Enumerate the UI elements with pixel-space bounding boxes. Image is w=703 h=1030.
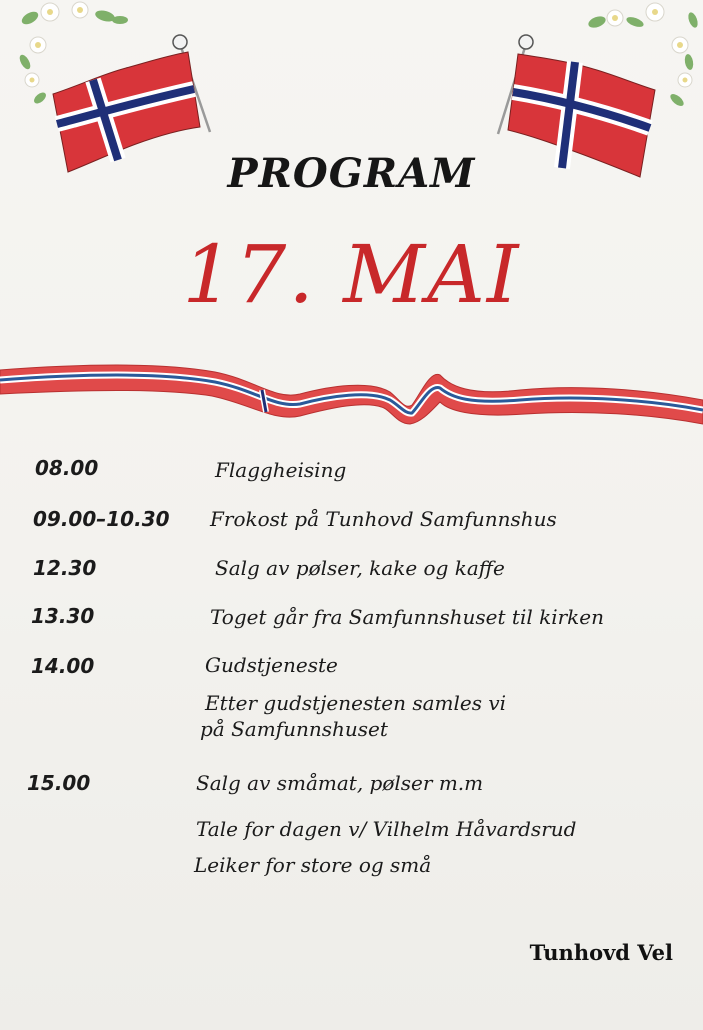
schedule-time: 12.30 [33,556,97,580]
schedule-event: Tale for dagen v/ Vilhelm Håvardsrud [196,817,577,841]
schedule-time: 13.30 [31,604,95,628]
program-title: PROGRAM [227,150,476,197]
schedule-event-note: på Samfunnshuset [200,717,388,741]
schedule-event: Gudstjeneste [205,653,338,677]
schedule-time: 08.00 [35,456,99,480]
schedule-event: Salg av småmat, pølser m.m [196,771,484,795]
organizer-signature: Tunhovd Vel [529,940,673,965]
schedule-time: 15.00 [27,771,91,795]
schedule-event: Frokost på Tunhovd Samfunnshus [210,507,557,531]
schedule-time: 14.00 [31,654,95,678]
schedule-time: 09.00–10.30 [33,507,170,531]
schedule-event: Leiker for store og små [194,853,432,877]
schedule-event: Toget går fra Samfunnshuset til kirken [210,605,605,629]
norwegian-ribbon-icon [0,350,703,440]
schedule-event: Salg av pølser, kake og kaffe [215,556,505,580]
schedule-event: Flaggheising [215,458,347,482]
schedule-event-note: Etter gudstjenesten samles vi [205,691,507,715]
date-title: 17. MAI [182,228,521,321]
